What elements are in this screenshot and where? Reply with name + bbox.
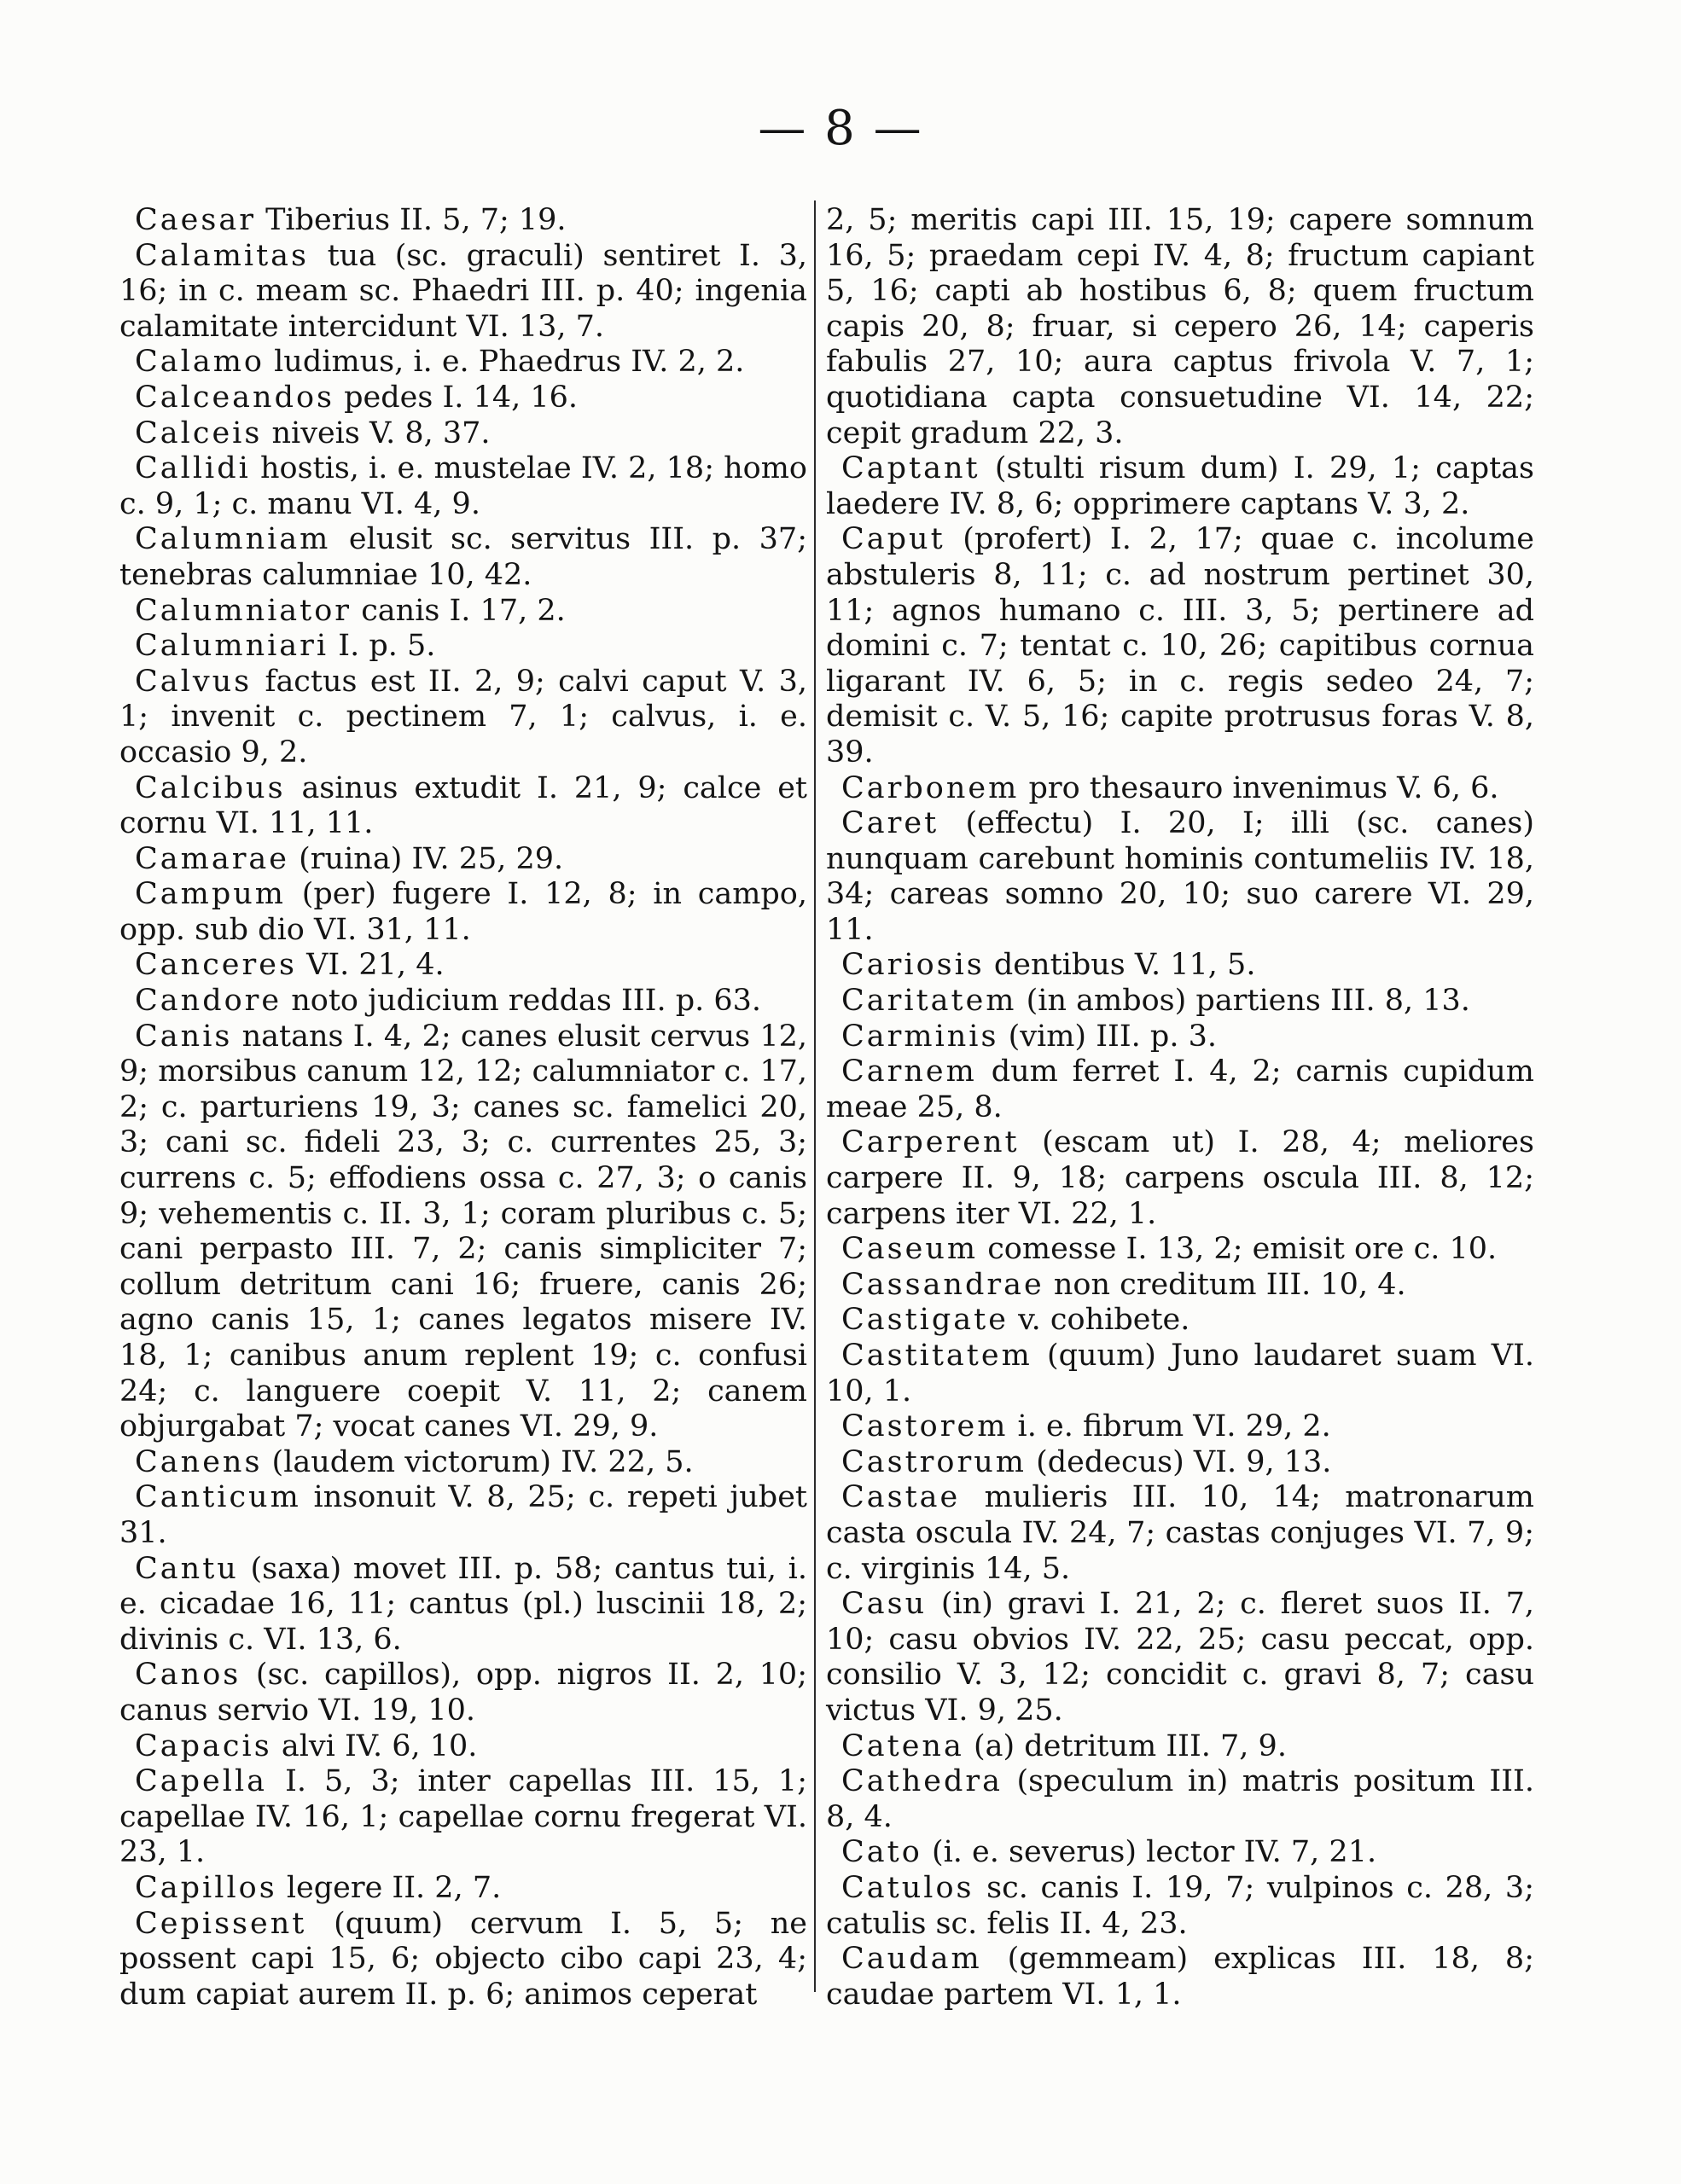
entry-headword: Caput — [841, 522, 945, 557]
index-entry — [826, 1409, 1534, 1445]
index-entry — [119, 380, 807, 416]
entry-headword: Castrorum — [841, 1444, 1027, 1479]
entry-text: (vim) III. p. 3. — [1008, 1019, 1217, 1054]
entry-text: (per) fugere I. 12, 8; in campo, opp. sub dio VI. 31, 11. — [119, 877, 807, 947]
index-entry — [119, 1445, 807, 1481]
entry-headword: Canticum — [135, 1480, 301, 1515]
entry-text: canis I. 17, 2. — [361, 593, 566, 628]
entry-text: non creditum III. 10, 4. — [1053, 1267, 1406, 1302]
entry-headword: Calumniam — [135, 522, 331, 557]
entry-text: (a) detritum III. 7, 9. — [973, 1728, 1287, 1763]
entry-text: (sc. capillos), opp. nigros II. 2, 10; canus servio VI. 19, 10. — [119, 1658, 807, 1728]
entry-headword: Callidi — [135, 451, 251, 486]
entry-headword: Casu — [841, 1587, 928, 1622]
index-entry — [119, 1764, 807, 1871]
entry-text: alvi IV. 6, 10. — [281, 1728, 478, 1763]
entry-headword: Carperent — [841, 1125, 1020, 1160]
entry-text: sc. canis I. 19, 7; vulpinos c. 28, 3; catulis sc. felis II. 4, 23. — [826, 1870, 1534, 1941]
entry-headword: Candore — [135, 984, 282, 1019]
entry-headword: Carminis — [841, 1019, 999, 1054]
index-entry — [119, 984, 807, 1019]
entry-headword: Calamitas — [135, 238, 309, 273]
entry-headword: Castigate — [841, 1303, 1009, 1338]
right-column — [826, 203, 1534, 2013]
index-entry — [826, 1764, 1534, 1835]
index-entry — [826, 1480, 1534, 1587]
index-entry — [119, 665, 807, 771]
entry-headword: Caudam — [841, 1942, 982, 1977]
entry-headword: Caesar — [135, 203, 256, 237]
index-entry — [119, 1019, 807, 1445]
entry-headword: Cathedra — [841, 1764, 1003, 1799]
index-entry — [826, 1125, 1534, 1232]
index-entry — [119, 1729, 807, 1765]
entry-text: elusit sc. servitus III. p. 37; tenebras calumniae 10, 42. — [119, 522, 807, 592]
index-entry — [826, 1587, 1534, 1728]
entry-headword: Caret — [841, 806, 939, 841]
entry-headword: Calumniator — [135, 593, 352, 628]
column-rule — [814, 200, 816, 1992]
entry-text: i. e. fibrum VI. 29, 2. — [1017, 1409, 1331, 1444]
index-entry — [826, 1019, 1534, 1055]
entry-headword: Calamo — [135, 345, 265, 380]
index-entry — [119, 594, 807, 630]
entry-text: (quum) Juno laudaret suam VI. 10, 1. — [826, 1339, 1534, 1409]
index-entry — [119, 203, 807, 239]
index-entry — [826, 1339, 1534, 1409]
entry-headword: Cepissent — [135, 1906, 307, 1941]
index-entry — [826, 984, 1534, 1019]
entry-text: pedes I. 14, 16. — [344, 380, 579, 415]
index-entry — [119, 239, 807, 346]
entry-headword: Castorem — [841, 1409, 1009, 1444]
entry-text: comesse I. 13, 2; emisit ore c. 10. — [987, 1232, 1498, 1267]
index-entry — [826, 1303, 1534, 1339]
entry-text: (dedecus) VI. 9, 13. — [1036, 1444, 1332, 1479]
entry-text: (profert) I. 2, 17; quae c. incolume abstuleris 8, 11; c. ad nostrum pertinet 30, 11; agnos humano c. III. 3, 5; pertinere ad domini c. 7; tentat c. 10, 26; capitibus cornua ligarant IV. 6, 5; in c. regis sedeo 24, 7; demisit c. V. 5, 16; capite protrusus foras V. 8, 39. — [826, 522, 1534, 770]
index-entry — [826, 771, 1534, 807]
entry-text: factus est II. 2, 9; calvi caput V. 3, 1; invenit c. pectinem 7, 1; calvus, i. e. occasio 9, 2. — [119, 664, 807, 770]
entry-headword: Cantu — [135, 1551, 239, 1586]
index-entry — [826, 1268, 1534, 1304]
entry-text: (in ambos) partiens III. 8, 13. — [1026, 984, 1470, 1019]
index-entry — [119, 629, 807, 665]
entry-headword: Cassandrae — [841, 1267, 1044, 1302]
index-entry — [119, 1480, 807, 1551]
index-entry — [119, 771, 807, 842]
entry-text: (laudem victorum) IV. 22, 5. — [271, 1444, 694, 1479]
entry-headword: Calceandos — [135, 380, 335, 415]
entry-text: pro thesauro invenimus V. 6, 6. — [1028, 770, 1499, 805]
entry-text: asinus extudit I. 21, 9; calce et cornu VI. 11, 11. — [119, 770, 807, 841]
index-entry — [119, 948, 807, 984]
entry-text: (in) gravi I. 21, 2; c. fleret suos II. 7, 10; casu obvios IV. 22, 25; casu peccat, opp. consilio V. 3, 12; concidit c. gravi 8, 7; casu victus VI. 9, 25. — [826, 1587, 1534, 1728]
entry-headword: Castitatem — [841, 1339, 1032, 1373]
entry-headword: Camarae — [135, 841, 290, 876]
entry-headword: Capillos — [135, 1870, 277, 1905]
entry-text: I. p. 5. — [338, 629, 436, 664]
entry-headword: Capella — [135, 1764, 268, 1799]
entry-text: I. 5, 3; inter capellas III. 15, 1; capellae IV. 16, 1; capellae cornu fregerat VI. 23, 1. — [119, 1764, 807, 1870]
entry-text: tua (sc. graculi) sentiret I. 3, 16; in c. meam sc. Phaedri III. p. 40; ingenia calamitate intercidunt VI. 13, 7. — [119, 238, 807, 344]
entry-text: insonuit V. 8, 25; c. repeti jubet 31. — [119, 1480, 807, 1550]
index-entry — [119, 842, 807, 878]
entry-text: (speculum in) matris positum III. 8, 4. — [826, 1764, 1534, 1834]
left-column — [119, 203, 807, 2013]
entry-headword: Calcibus — [135, 770, 286, 805]
entry-text: noto judicium reddas III. p. 63. — [291, 984, 762, 1019]
entry-headword: Calumniari — [135, 629, 329, 664]
entry-headword: Carnem — [841, 1054, 977, 1089]
entry-text: ludimus, i. e. Phaedrus IV. 2, 2. — [274, 345, 745, 380]
entry-text: dum ferret I. 4, 2; carnis cupidum meae 25, 8. — [826, 1054, 1534, 1124]
index-entry — [826, 1054, 1534, 1125]
index-entry — [826, 1445, 1534, 1481]
entry-text: legere II. 2, 7. — [286, 1870, 502, 1905]
index-entry — [826, 1835, 1534, 1871]
entry-text: dentibus V. 11, 5. — [993, 948, 1256, 983]
entry-text: (escam ut) I. 28, 4; meliores carpere II. 9, 18; carpens oscula III. 8, 12; carpens iter VI. 22, 1. — [826, 1125, 1534, 1231]
index-entry — [119, 1552, 807, 1658]
entry-text: (quum) cervum I. 5, 5; ne possent capi 15, 6; objecto cibo capi 23, 4; dum capiat aurem II. p. 6; animos ceperat — [119, 1906, 807, 2012]
entry-headword: Castae — [841, 1480, 961, 1515]
entry-headword: Caseum — [841, 1232, 979, 1267]
index-entry — [826, 522, 1534, 770]
continued-entry-text: 2, 5; meritis capi III. 15, 19; capere somnum 16, 5; praedam cepi IV. 4, 8; fructum capiant 5, 16; capti ab hostibus 6, 8; quem fructum capis 20, 8; fruar, si cepero 26, 14; caperis fabulis 27, 10; aura captus frivola V. 7, 1; quotidiana capta consuetudine VI. 14, 22; cepit gradum 22, 3. — [826, 203, 1534, 450]
entry-headword: Capacis — [135, 1728, 272, 1763]
entry-headword: Catena — [841, 1728, 964, 1763]
entry-headword: Cariosis — [841, 948, 985, 983]
entry-headword: Calceis — [135, 415, 263, 450]
index-entry — [826, 948, 1534, 984]
entry-headword: Caritatem — [841, 984, 1017, 1019]
entry-text: natans I. 4, 2; canes elusit cervus 12, 9; morsibus canum 12, 12; calumniator c. 17, 2; c. parturiens 19, 3; canes sc. famelici 20, 3; cani sc. fideli 23, 3; c. currentes 25, 3; currens c. 5; effodiens ossa c. 27, 3; o canis 9; vehementis c. II. 3, 1; coram pluribus c. 5; cani perpasto III. 7, 2; canis simpliciter 7; collum detritum cani 16; fruere, canis 26; agno canis 15, 1; canes legatos misere IV. 18, 1; canibus anum replent 19; c. confusi 24; c. languere coepit V. 11, 2; canem objurgabat 7; vocat canes VI. 29, 9. — [119, 1019, 807, 1444]
entry-headword: Campum — [135, 877, 286, 912]
entry-text: Tiberius II. 5, 7; 19. — [265, 203, 567, 237]
index-entry — [119, 1871, 807, 1907]
index-entry — [119, 345, 807, 380]
entry-text: niveis V. 8, 37. — [271, 415, 491, 450]
entry-headword: Catulos — [841, 1870, 974, 1905]
entry-headword: Captant — [841, 451, 980, 486]
entry-headword: Canens — [135, 1444, 263, 1479]
index-entry — [119, 1658, 807, 1728]
entry-text: hostis, i. e. mustelae IV. 2, 18; homo c. 9, 1; c. manu VI. 4, 9. — [119, 451, 807, 521]
index-entry — [119, 522, 807, 593]
entry-text: mulieris III. 10, 14; matronarum casta oscula IV. 24, 7; castas conjuges VI. 7, 9; c. virginis 14, 5. — [826, 1480, 1534, 1586]
entry-headword: Canis — [135, 1019, 233, 1054]
entry-text: VI. 21, 4. — [306, 948, 445, 983]
index-entry — [826, 1942, 1534, 2013]
index-entry — [826, 806, 1534, 948]
index-entry — [119, 416, 807, 452]
entry-headword: Cato — [841, 1835, 922, 1870]
entry-headword: Carbonem — [841, 770, 1020, 805]
entry-text: (stulti risum dum) I. 29, 1; captas laedere IV. 8, 6; opprimere captans V. 3, 2. — [826, 451, 1534, 521]
index-entry — [119, 877, 807, 948]
entry-headword: Canceres — [135, 948, 297, 983]
entry-text: v. cohibete. — [1018, 1303, 1190, 1338]
index-entry — [826, 451, 1534, 522]
entry-headword: Calvus — [135, 664, 253, 699]
entry-headword: Canos — [135, 1658, 241, 1693]
index-entry — [826, 1729, 1534, 1765]
entry-text: (effectu) I. 20, I; illi (sc. canes) nunquam carebunt hominis contumeliis IV. 18, 34; careas somno 20, 10; suo carere VI. 29, 11. — [826, 806, 1534, 947]
index-entry — [826, 1232, 1534, 1268]
index-entry — [826, 1871, 1534, 1942]
entry-text: (ruina) IV. 25, 29. — [299, 841, 564, 876]
entry-text: (saxa) movet III. p. 58; cantus tui, i. e. cicadae 16, 11; cantus (pl.) luscinii 18, 2; divinis c. VI. 13, 6. — [119, 1551, 807, 1657]
entry-text: (gemmeam) explicas III. 18, 8; caudae partem VI. 1, 1. — [826, 1942, 1534, 2012]
entry-text: (i. e. severus) lector IV. 7, 21. — [931, 1835, 1377, 1870]
page-number: — 8 — — [758, 101, 923, 156]
index-entry — [119, 451, 807, 522]
index-entry — [119, 1907, 807, 2013]
